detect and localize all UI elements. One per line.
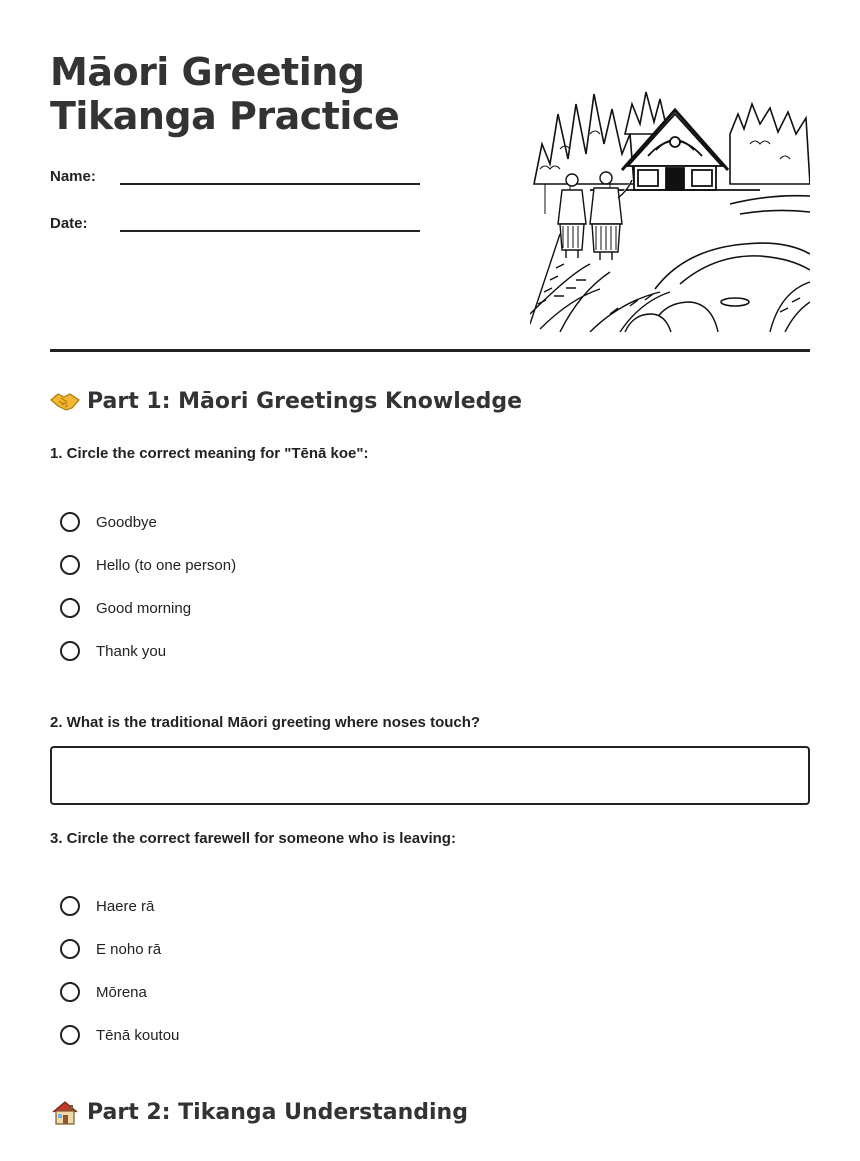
name-label: Name: <box>50 168 96 185</box>
option-label: Haere rā <box>96 897 155 915</box>
radio-circle[interactable] <box>60 512 80 532</box>
q3-option-4[interactable] <box>60 1025 179 1045</box>
name-field-row <box>50 165 420 185</box>
option-label: Hello (to one person) <box>96 556 237 574</box>
part2-title-text: Part 2: Tikanga Understanding <box>87 1099 468 1125</box>
part1-title-text: Part 1: Māori Greetings Knowledge <box>87 388 523 414</box>
handshake-icon <box>50 388 80 414</box>
question-2: 2. What is the traditional Māori greeting where noses touch? <box>50 714 481 731</box>
radio-circle[interactable] <box>60 939 80 959</box>
date-input-line[interactable] <box>120 212 420 232</box>
q1-option-2[interactable] <box>60 555 236 575</box>
marae-illustration <box>530 74 810 332</box>
q3-option-3[interactable] <box>60 982 147 1002</box>
option-label: E noho rā <box>96 940 162 958</box>
radio-circle[interactable] <box>60 598 80 618</box>
radio-circle[interactable] <box>60 1025 80 1045</box>
question-1: 1. Circle the correct meaning for "Tēnā koe": <box>50 445 369 462</box>
radio-circle[interactable] <box>60 641 80 661</box>
header-divider <box>50 349 810 352</box>
q3-option-2[interactable] <box>60 939 161 959</box>
worksheet-title: Māori Greeting Tikanga Practice <box>50 50 400 138</box>
date-label: Date: <box>50 215 88 232</box>
radio-circle[interactable] <box>60 896 80 916</box>
date-field-row <box>50 212 420 232</box>
question-3: 3. Circle the correct farewell for someone who is leaving: <box>50 830 456 847</box>
option-label: Mōrena <box>96 983 147 1001</box>
worksheet-page <box>50 0 810 1125</box>
option-label: Good morning <box>96 599 192 617</box>
q1-option-1[interactable] <box>60 512 157 532</box>
option-label: Thank you <box>96 642 167 660</box>
part2-title <box>50 1099 468 1125</box>
name-input-line[interactable] <box>120 165 420 185</box>
option-label: Tēnā koutou <box>96 1026 180 1044</box>
part1-title <box>50 388 522 414</box>
radio-circle[interactable] <box>60 555 80 575</box>
worksheet-header <box>50 0 810 352</box>
q3-option-1[interactable] <box>60 896 154 916</box>
q1-option-3[interactable] <box>60 598 191 618</box>
option-label: Goodbye <box>96 513 157 531</box>
house-icon <box>50 1099 80 1125</box>
radio-circle[interactable] <box>60 982 80 1002</box>
q1-option-4[interactable] <box>60 641 166 661</box>
q2-answer-box[interactable] <box>50 746 810 805</box>
